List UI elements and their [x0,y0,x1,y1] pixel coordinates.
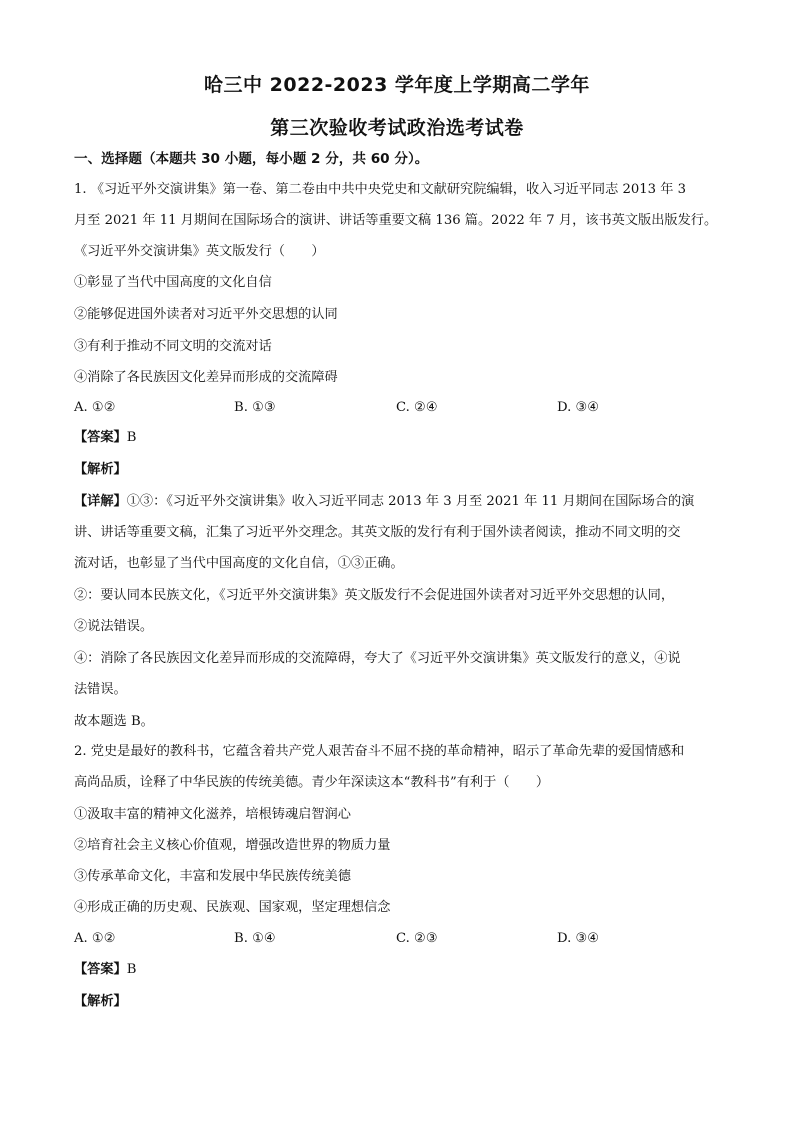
q2-stem-line: 高尚品质，诠释了中华民族的传统美德。青少年深读这本“教科书”有利于（ ） [74,775,550,790]
q2-analysis-row [74,992,730,1012]
q1-option-b: B. ①③ [234,400,276,415]
q1-detail-line: ④：消除了各民族因文化差异而形成的交流障碍，夸大了《习近平外交演讲集》英文版发行的意义，④说 [74,651,681,666]
q1-answer-row [74,428,730,448]
q1-item: ②能够促进国外读者对习近平外交思想的认同 [74,307,338,322]
q1-item: ①彰显了当代中国高度的文化自信 [74,275,272,290]
q2-option-b: B. ①④ [234,931,276,946]
q1-option-c: C. ②④ [396,400,438,415]
analysis-label: 【解析】 [74,994,127,1009]
q1-item: ③有利于推动不同文明的交流对话 [74,339,272,354]
q2-item: ②培育社会主义核心价值观，增强改造世界的物质力量 [74,838,391,853]
q1-stem-line: 月至 2021 年 11 月期间在国际场合的演讲、讲话等重要文稿 136 篇。2022 年 7 月，该书英文版出版发行。 [74,213,718,228]
q1-detail-line: ②说法错误。 [74,619,154,634]
exam-title-line1: 哈三中 2022-2023 学年度上学期高二学年 [204,74,590,96]
q1-stem-line: 1. 《习近平外交演讲集》第一卷、第二卷由中共中央党史和文献研究院编辑，收入习近平同志 2013 年 3 [74,182,686,197]
q1-option-a: A. ①② [74,400,116,415]
q1-detail-line: 流对话，也彰显了当代中国高度的文化自信，①③正确。 [74,556,404,571]
detail-label: 【详解】 [74,494,127,509]
q2-item: ④形成正确的历史观、民族观、国家观，坚定理想信念 [74,900,391,915]
q1-answer-value: B [126,430,137,445]
q2-answer-row [74,960,730,980]
q2-answer-value: B [126,962,137,977]
answer-label: 【答案】 [74,962,127,977]
q1-detail-line: 讲、讲话等重要文稿，汇集了习近平外交理念。其英文版的发行有利于国外读者阅读，推动不同文明的交 [74,525,681,540]
q1-stem-line: 《习近平外交演讲集》英文版发行（ ） [74,244,325,259]
q1-detail-line: 故本题选 B。 [74,714,154,729]
q1-detail-text: ①③：《习近平外交演讲集》收入习近平同志 2013 年 3 月至 2021 年 11 月期间在国际场合的演 [126,494,695,509]
q2-option-a: A. ①② [74,931,116,946]
q1-detail-line: ②：要认同本民族文化，《习近平外交演讲集》英文版发行不会促进国外读者对习近平外交思想的认同， [74,588,675,603]
q1-analysis-row [74,460,730,480]
q2-option-d: D. ③④ [557,931,600,946]
q1-detail-line [74,492,730,512]
section-heading: 一、选择题（本题共 30 小题，每小题 2 分，共 60 分）。 [74,151,429,167]
q1-option-d: D. ③④ [557,400,600,415]
q2-item: ③传承革命文化，丰富和发展中华民族传统美德 [74,869,351,884]
q2-item: ①汲取丰富的精神文化滋养，培根铸魂启智润心 [74,807,351,822]
analysis-label: 【解析】 [74,462,127,477]
q2-stem-line: 2. 党史是最好的教科书，它蕴含着共产党人艰苦奋斗不屈不挠的革命精神，昭示了革命先辈的爱国情感和 [74,744,685,759]
q2-option-c: C. ②③ [396,931,438,946]
q1-item: ④消除了各民族因文化差异而形成的交流障碍 [74,370,338,385]
answer-label: 【答案】 [74,430,127,445]
q1-detail-line: 法错误。 [74,682,127,697]
exam-title-line2: 第三次验收考试政治选考试卷 [270,117,524,139]
